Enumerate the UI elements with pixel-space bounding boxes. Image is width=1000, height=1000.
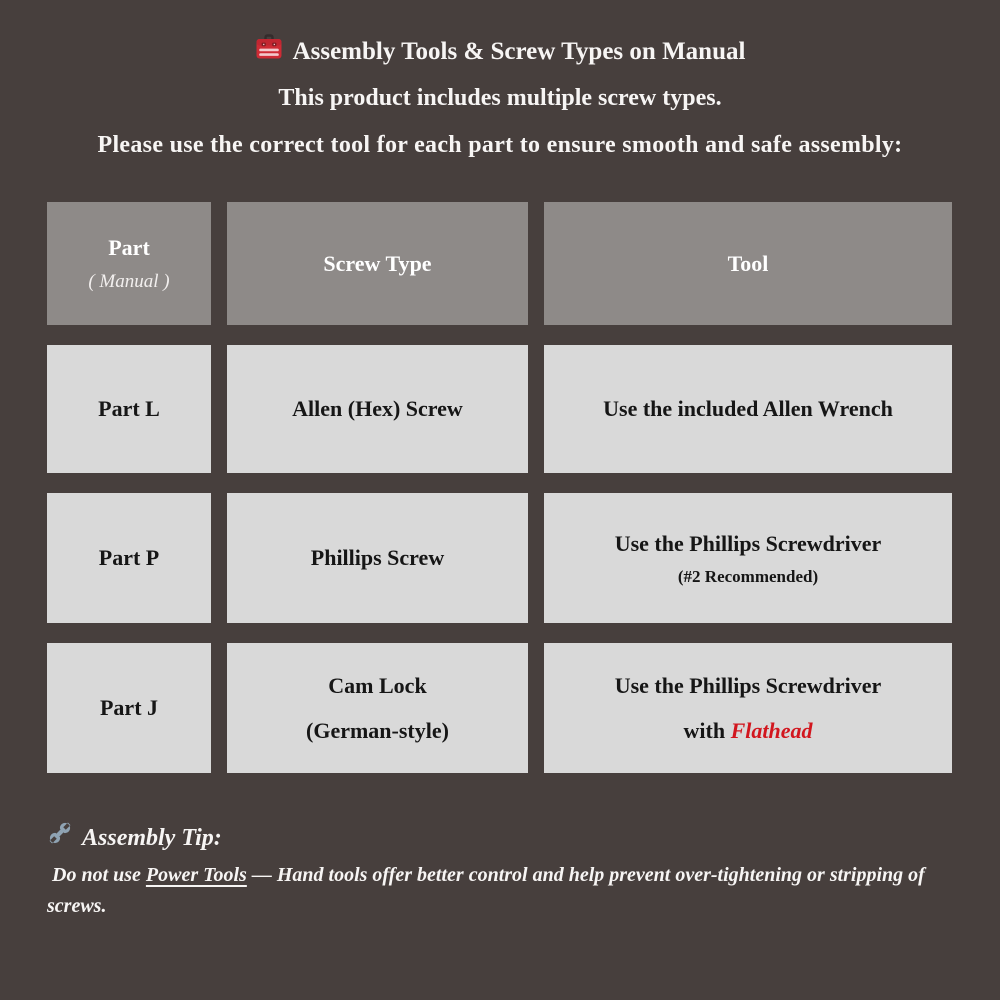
column-header-screw-type-label: Screw Type: [323, 250, 432, 276]
assembly-tip-body: [47, 860, 932, 922]
assembly-tip-section: [47, 820, 932, 922]
column-header-tool-label: Tool: [727, 250, 769, 276]
tool-instruction: Use the Phillips Screwdriver: [614, 530, 882, 556]
tool-instruction: Use the included Allen Wrench: [603, 396, 893, 421]
screw-type: Allen (Hex) Screw: [292, 396, 463, 421]
screw-type-line1: Cam Lock: [328, 672, 427, 698]
tool-instruction-note: (#2 Recommended): [677, 566, 819, 586]
flathead-highlight: Flathead: [730, 717, 813, 743]
table-row-1-part-cell: [47, 345, 211, 473]
table-row-2-part-cell: [47, 493, 211, 623]
assembly-tip-title: Assembly Tip:: [82, 824, 222, 851]
power-tools-underlined: Power Tools: [145, 864, 247, 886]
tools-table: [47, 202, 952, 773]
screw-type-line2: (German-style): [306, 717, 449, 743]
column-header-tool: [544, 202, 952, 325]
screw-type: Phillips Screw: [310, 545, 445, 570]
table-row-3-tool-cell: [544, 643, 952, 773]
table-row-1-tool-cell: [544, 345, 952, 473]
page-instruction: Please use the correct tool for each part to ensure smooth and safe assembly:: [97, 132, 903, 158]
tip-text-pre: Do not use: [47, 864, 146, 886]
page-title: Assembly Tools & Screw Types on Manual: [292, 37, 746, 65]
table-row-2-screw-cell: [227, 493, 528, 623]
column-header-part: [47, 202, 211, 325]
part-name: Part L: [98, 396, 160, 421]
column-header-part-label: Part: [108, 235, 150, 260]
column-header-screw-type: [227, 202, 528, 325]
page-subtitle: This product includes multiple screw types.: [278, 85, 722, 111]
tool-instruction-line2: [684, 717, 813, 745]
wrench-icon: [47, 820, 73, 855]
toolbox-icon: [255, 33, 283, 70]
tool-instruction: Use the Phillips Screwdriver: [614, 672, 882, 698]
table-row-3-part-cell: [47, 643, 211, 773]
table-row-1-screw-cell: [227, 345, 528, 473]
part-name: Part J: [99, 695, 159, 720]
tip-text-post: — Hand tools offer better control and help prevent over-tightening or stripping of screws.: [47, 864, 930, 917]
tool-with-text: with: [683, 717, 731, 743]
column-header-part-sublabel: ( Manual ): [88, 271, 170, 292]
part-name: Part P: [98, 545, 160, 570]
table-row-2-tool-cell: [544, 493, 952, 623]
table-row-3-screw-cell: [227, 643, 528, 773]
page-title-row: [0, 33, 1000, 70]
